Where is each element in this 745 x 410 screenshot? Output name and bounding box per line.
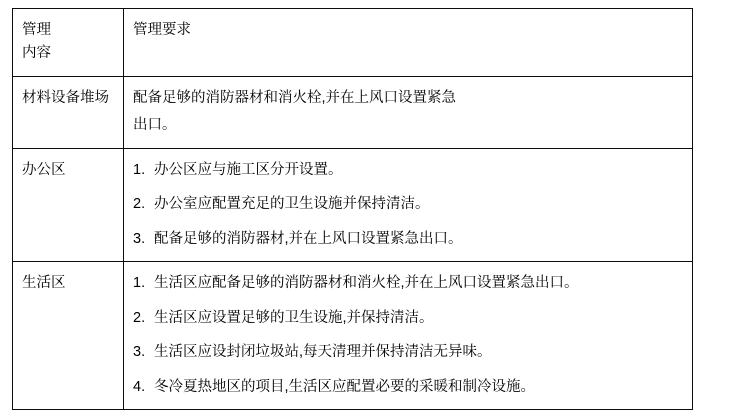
content-line: 配备足够的消防器材和消火栓,并在上风口设置紧急 <box>133 89 457 106</box>
list-item-text: 配备足够的消防器材,并在上风口设置紧急出口。 <box>154 230 463 247</box>
list-item-text: 冬冷夏热地区的项目,生活区应配置必要的采暖和制冷设施。 <box>154 378 536 395</box>
list-item <box>133 193 682 216</box>
list-item-number: 2. <box>133 196 146 213</box>
table-row <box>13 262 693 410</box>
list-item <box>133 341 682 364</box>
table-row <box>13 76 693 148</box>
list-item <box>133 228 682 251</box>
list-item-number: 1. <box>133 275 146 292</box>
row-content-office-area <box>124 148 693 261</box>
row-content-materials-yard <box>124 76 693 148</box>
row-label-office-area: 办公区 <box>13 148 124 261</box>
table-body <box>13 76 693 409</box>
column-header-management-requirement: 管理要求 <box>124 9 693 77</box>
table-header <box>13 9 693 77</box>
column-header-management-content <box>13 9 124 77</box>
list-item-text: 生活区应设置足够的卫生设施,并保持清洁。 <box>154 309 434 326</box>
column-header-management-content-line1: 管理 <box>22 22 51 38</box>
table-header-row <box>13 9 693 77</box>
column-header-management-content-line2: 内容 <box>22 45 51 62</box>
list-item <box>133 376 682 399</box>
list-item <box>133 272 682 295</box>
list-item-number: 3. <box>133 230 146 247</box>
requirement-list <box>133 272 682 399</box>
row-content-living-area <box>124 262 693 410</box>
list-item-number: 4. <box>133 378 146 395</box>
row-label-living-area: 生活区 <box>13 262 124 410</box>
list-item <box>133 159 682 182</box>
list-item-text: 生活区应设封闭垃圾站,每天清理并保持清洁无异味。 <box>154 344 492 361</box>
list-item-number: 1. <box>133 161 146 178</box>
table-row <box>13 148 693 261</box>
list-item <box>133 307 682 330</box>
requirement-list <box>133 159 682 251</box>
management-requirements-table <box>12 8 693 410</box>
list-item-text: 生活区应配备足够的消防器材和消火栓,并在上风口设置紧急出口。 <box>154 275 579 292</box>
list-item-number: 2. <box>133 309 146 326</box>
row-label-materials-yard: 材料设备堆场 <box>13 76 124 148</box>
list-item-text: 办公区应与施工区分开设置。 <box>154 161 343 178</box>
list-item-text: 办公室应配置充足的卫生设施并保持清洁。 <box>154 196 430 213</box>
content-line: 出口。 <box>133 117 177 134</box>
list-item-number: 3. <box>133 344 146 361</box>
